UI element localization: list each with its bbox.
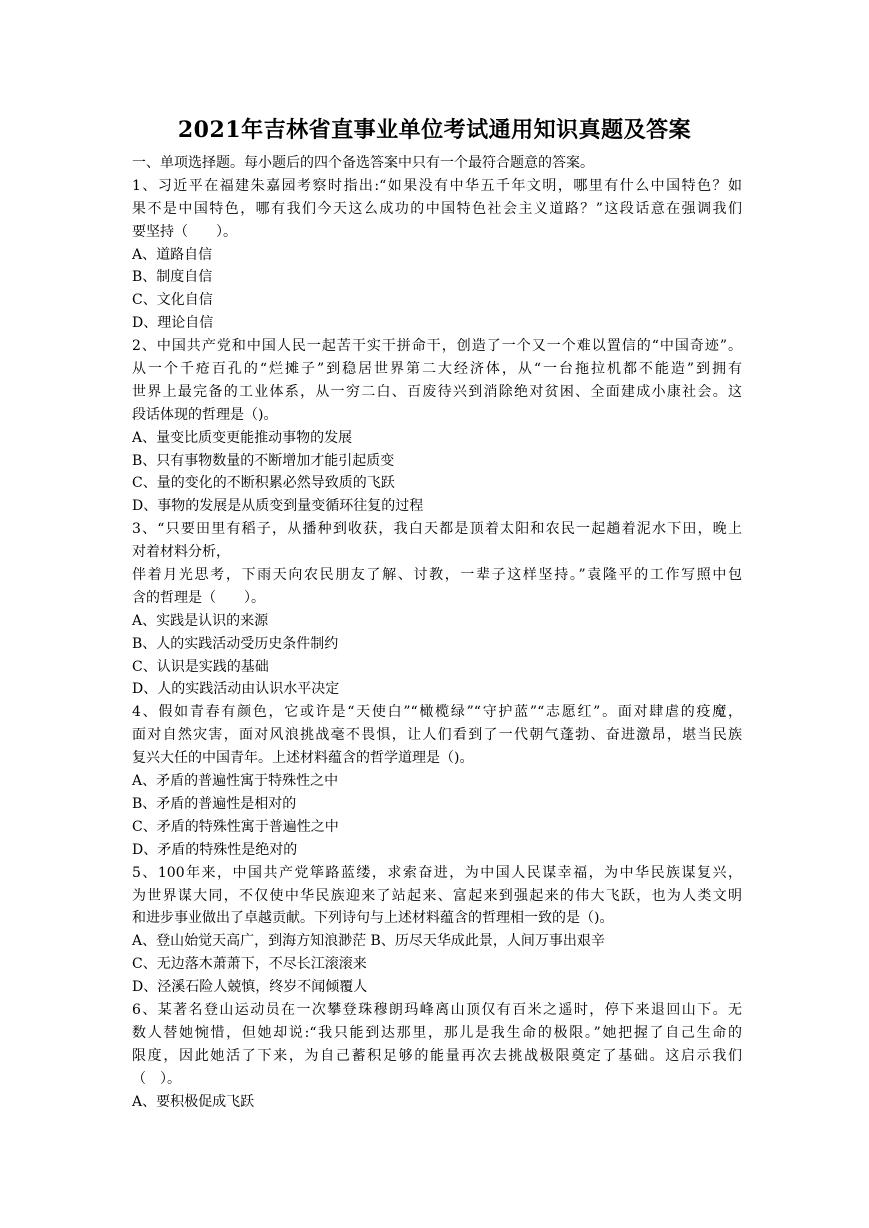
question-6-option-a: A、要积极促成飞跃 xyxy=(132,1093,255,1110)
question-1-option-c: C、文化自信 xyxy=(132,292,213,309)
question-3-option-c: C、认识是实践的基础 xyxy=(132,658,269,675)
question-3-line: 含的哲理是（ ）。 xyxy=(132,589,265,606)
question-2-option-d: D、事物的发展是从质变到量变循环往复的过程 xyxy=(132,498,424,515)
question-5-line: 5、100年来，中国共产党筚路蓝缕，求索奋进，为中国人民谋幸福，为中华民族谋复兴， xyxy=(132,864,742,881)
question-3-option-d: D、人的实践活动由认识水平决定 xyxy=(132,681,340,698)
question-1-line: 要坚持（ ）。 xyxy=(132,223,237,240)
question-1-option-a: A、道路自信 xyxy=(132,246,213,263)
question-4-line: 面对自然灾害，面对风浪挑战毫不畏惧，让人们看到了一代朝气蓬勃、奋进激昂，堪当民族 xyxy=(132,727,742,744)
question-5-option-c: C、无边落木萧萧下，不尽长江滚滚来 xyxy=(132,956,367,973)
section-header: 一、单项选择题。每小题后的四个备选答案中只有一个最符合题意的答案。 xyxy=(132,155,594,171)
question-4-option-b: B、矛盾的普遍性是相对的 xyxy=(132,795,297,812)
question-4-option-a: A、矛盾的普遍性寓于特殊性之中 xyxy=(132,773,339,790)
question-5-line: 和进步事业做出了卓越贡献。下列诗句与上述材料蕴含的哲理相一致的是（)。 xyxy=(132,910,614,927)
question-2-option-a: A、量变比质变更能推动事物的发展 xyxy=(132,429,353,446)
question-3-option-b: B、人的实践活动受历史条件制约 xyxy=(132,635,339,652)
question-6-line: 6、某著名登山运动员在一次攀登珠穆朗玛峰离山顶仅有百米之遥时，停下来退回山下。无 xyxy=(132,1001,742,1018)
question-6-line: 数人替她惋惜，但她却说:“我只能到达那里，那儿是我生命的极限。”她把握了自己生命的 xyxy=(132,1024,742,1041)
question-2-option-b: B、只有事物数量的不断增加才能引起质变 xyxy=(132,452,395,469)
question-2-line: 2、中国共产党和中国人民一起苦干实干拼命干，创造了一个又一个难以置信的“中国奇迹”。 xyxy=(132,338,742,355)
question-6-line: （ ）。 xyxy=(132,1070,181,1087)
question-4-option-c: C、矛盾的特殊性寓于普遍性之中 xyxy=(132,818,339,835)
question-5-option-d: D、泾溪石险人兢慎，终岁不闻倾覆人 xyxy=(132,979,368,996)
question-2-line: 段话体现的哲理是（)。 xyxy=(132,406,278,423)
document-body xyxy=(132,152,742,1113)
question-1-option-b: B、制度自信 xyxy=(132,269,213,286)
question-5-option-a-b: A、登山始觉天高广，到海方知浪渺茫 B、历尽天华成此景，人间万事出艰辛 xyxy=(132,933,605,950)
question-4-line: 复兴大任的中国青年。上述材料蕴含的哲学道理是（)。 xyxy=(132,750,474,767)
question-5-line: 为世界谋大同，不仅使中华民族迎来了站起来、富起来到强起来的伟大飞跃，也为人类文明 xyxy=(132,887,742,904)
question-3-option-a: A、实践是认识的来源 xyxy=(132,612,269,629)
question-1-line: 果不是中国特色，哪有我们今天这么成功的中国特色社会主义道路？”这段话意在强调我们 xyxy=(132,200,742,217)
question-4-line: 4、假如青春有颜色，它或许是“天使白”“橄榄绿”“守护蓝”“志愿红”。面对肆虐的疫魔， xyxy=(132,704,742,721)
question-3-line: 对着材料分析， xyxy=(132,544,230,561)
question-3-line: 3、“只要田里有稻子，从播种到收获，我白天都是顶着太阳和农民一起趟着泥水下田，晚上 xyxy=(132,521,742,538)
question-1-line: 1、习近平在福建朱嘉园考察时指出:“如果没有中华五千年文明，哪里有什么中国特色？如 xyxy=(132,177,742,194)
question-6-line: 限度，因此她活了下来，为自己蓄积足够的能量再次去挑战极限奠定了基础。这启示我们 xyxy=(132,1047,742,1064)
question-2-option-c: C、量的变化的不断积累必然导致质的飞跃 xyxy=(132,475,395,492)
document-title: 2021年吉林省直事业单位考试通用知识真题及答案 xyxy=(177,117,692,143)
question-4-option-d: D、矛盾的特殊性是绝对的 xyxy=(132,841,298,858)
question-3-line: 伴着月光思考，下雨天向农民朋友了解、讨教，一辈子这样坚持。”袁隆平的工作写照中包 xyxy=(132,567,742,584)
question-2-line: 从一个千疮百孔的“烂摊子”到稳居世界第二大经济体，从“一台拖拉机都不能造”到拥有 xyxy=(132,361,742,378)
question-1-option-d: D、理论自信 xyxy=(132,315,214,332)
question-2-line: 世界上最完备的工业体系，从一穷二白、百废待兴到消除绝对贫困、全面建成小康社会。这 xyxy=(132,383,742,400)
